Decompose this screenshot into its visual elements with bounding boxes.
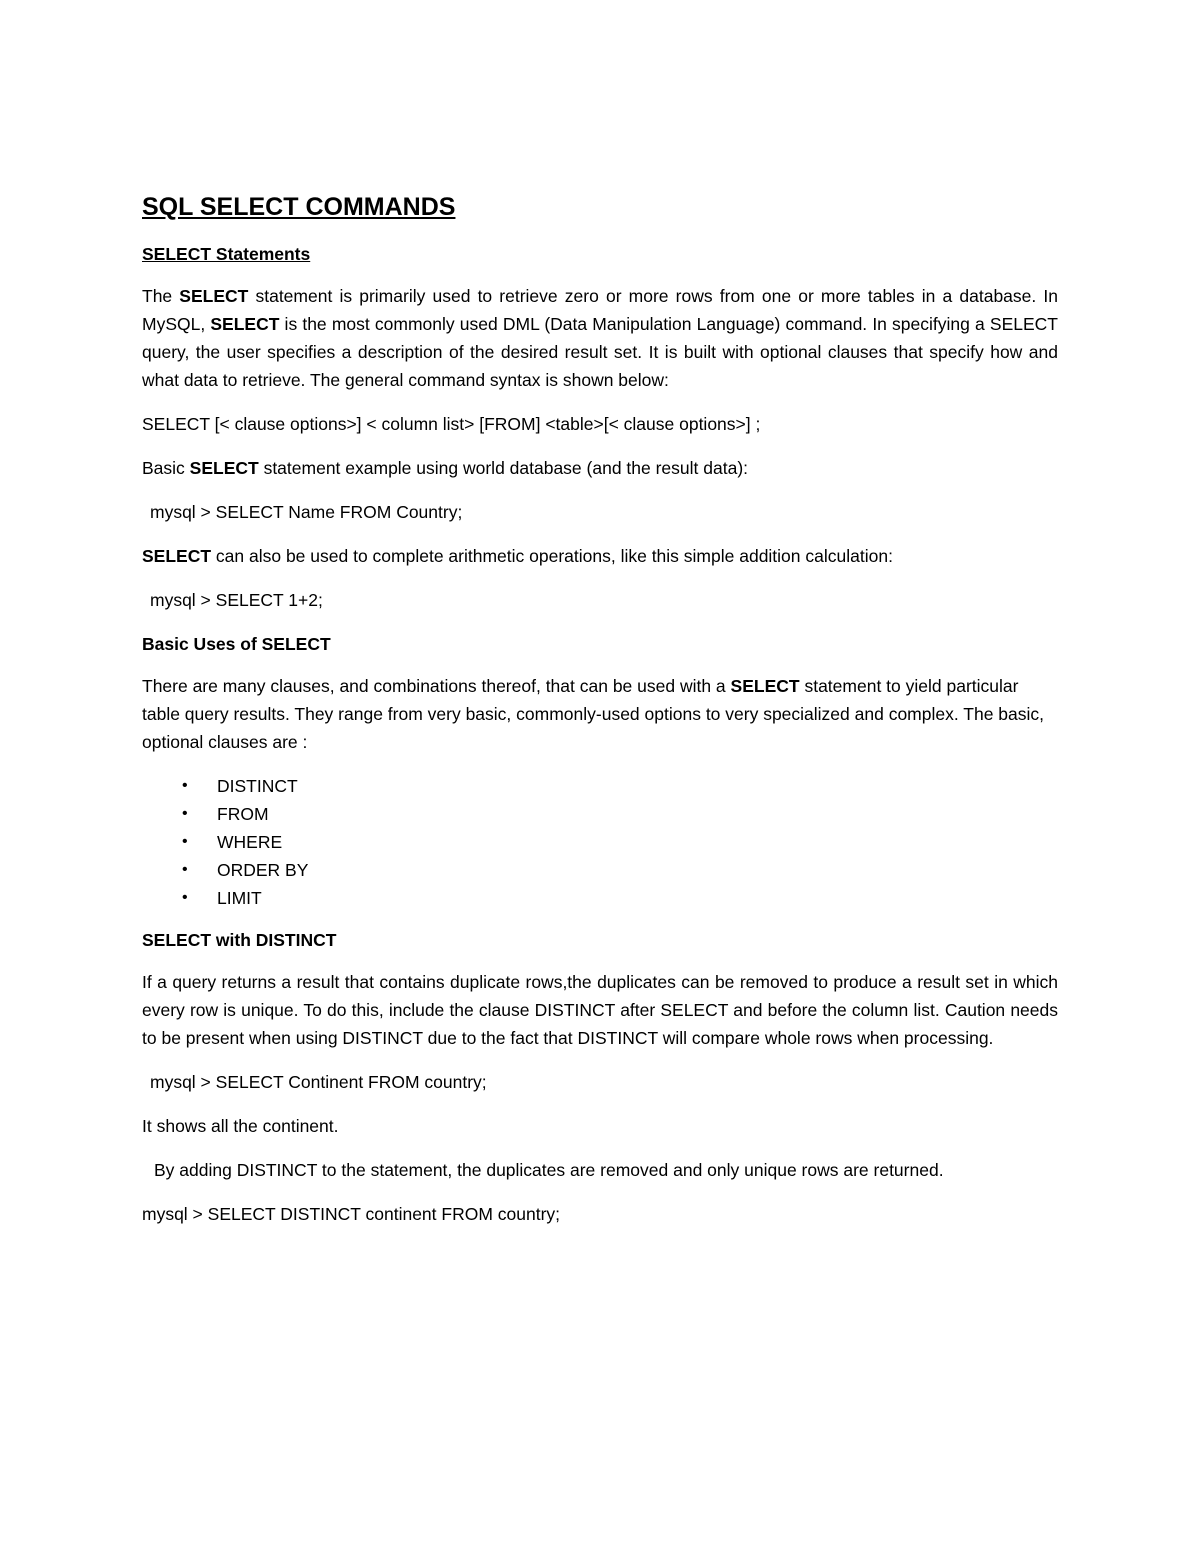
list-item-label: ORDER BY — [217, 860, 309, 880]
section-heading-select-statements: SELECT Statements — [142, 244, 311, 264]
list-item — [142, 856, 1058, 884]
text-run: statement to yield particular table query results. They range from very basic, commonly-used options to very specialized and complex. The basic, optional clauses are : — [142, 676, 1045, 752]
list-item — [142, 772, 1058, 800]
bold-keyword: SELECT — [189, 458, 259, 478]
list-item-label: DISTINCT — [217, 776, 298, 796]
bullet-icon: • — [182, 889, 188, 906]
section-heading-basic-uses: Basic Uses of SELECT — [142, 634, 331, 654]
text-run: is the most commonly used DML (Data Manipulation Language) command. In specifying a SELECT query, the user specifies a description of the desired result set. It is built with optional clauses that specify how and what data to retrieve. The general command syntax is shown below: — [142, 314, 1058, 390]
bullet-icon: • — [182, 833, 188, 850]
syntax-line: SELECT [< clause options>] < column list> [FROM] <table>[< clause options>] ; — [142, 414, 761, 434]
text-run: There are many clauses, and combinations thereof, that can be used with a — [142, 676, 731, 696]
intro-paragraph — [142, 282, 1058, 394]
list-item — [142, 884, 1058, 912]
text-run: The — [142, 286, 180, 306]
bold-keyword: SELECT — [730, 676, 800, 696]
distinct-paragraph: If a query returns a result that contains duplicate rows,the duplicates can be removed to produce a result set in which every row is unique. To do this, include the clause DISTINCT after SELECT and before the column list. Caution needs to be present when using DISTINCT due to the fact that DISTINCT will compare whole rows when processing. — [142, 972, 1058, 1048]
clauses-list — [142, 772, 1058, 912]
bullet-icon: • — [182, 777, 188, 794]
bold-keyword: SELECT — [142, 546, 212, 566]
distinct-note-2: By adding DISTINCT to the statement, the duplicates are removed and only unique rows are returned. — [154, 1160, 944, 1180]
text-run: statement example using world database (and the result data): — [258, 458, 749, 478]
example-intro — [142, 454, 1058, 482]
list-item-label: WHERE — [217, 832, 283, 852]
list-item — [142, 800, 1058, 828]
bold-keyword: SELECT — [210, 314, 280, 334]
section-heading-distinct: SELECT with DISTINCT — [142, 930, 337, 950]
distinct-query-2: mysql > SELECT DISTINCT continent FROM country; — [142, 1204, 561, 1224]
page-title: SQL SELECT COMMANDS — [142, 193, 456, 221]
text-run: statement is primarily used to retrieve zero or more rows from one or more tables in a database. In MySQL, — [142, 286, 1058, 334]
bullet-icon: • — [182, 805, 188, 822]
arithmetic-intro — [142, 542, 1058, 570]
example-query: mysql > SELECT Name FROM Country; — [150, 502, 463, 522]
list-item-label: LIMIT — [217, 888, 262, 908]
distinct-query-1: mysql > SELECT Continent FROM country; — [150, 1072, 487, 1092]
distinct-note-1: It shows all the continent. — [142, 1116, 339, 1136]
list-item — [142, 828, 1058, 856]
text-run: can also be used to complete arithmetic operations, like this simple addition calculation: — [211, 546, 893, 566]
arithmetic-query: mysql > SELECT 1+2; — [150, 590, 323, 610]
text-run: Basic — [142, 458, 190, 478]
bullet-icon: • — [182, 861, 188, 878]
list-item-label: FROM — [217, 804, 269, 824]
basic-uses-paragraph — [142, 672, 1058, 756]
document-page — [142, 190, 1058, 1244]
bold-keyword: SELECT — [179, 286, 249, 306]
